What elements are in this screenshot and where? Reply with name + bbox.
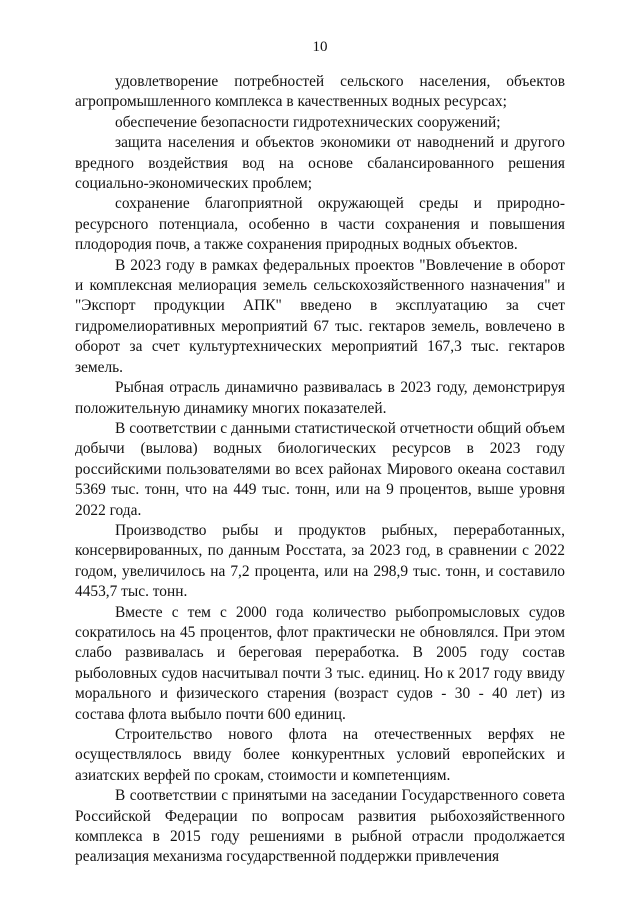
paragraph-fish-production: Производство рыбы и продуктов рыбных, переработанных, консервированных, по данным Росстата, за 2023 год, в сравнении с 2022 годом, увеличилось на 7,2 процента, или на 298,9 тыс. тонн, и составило 4453,7 тыс. тонн. bbox=[75, 521, 565, 601]
paragraph-water-needs: удовлетворение потребностей сельского населения, объектов агропромышленного комплекса в качественных водных ресурсах; bbox=[75, 73, 565, 111]
paragraph-state-council: В соответствии с принятыми на заседании Государственного совета Российской Федерации по вопросам развития рыбохозяйственного комплекса в 2015 году решениями в рыбной отрасли продолжается реализация механизма государственной поддержки привлечения bbox=[75, 787, 565, 866]
paragraph-fishing-industry: Рыбная отрасль динамично развивалась в 2023 году, демонстрируя положительную динамику многих показателей. bbox=[75, 379, 565, 417]
paragraph-hydro-safety: обеспечение безопасности гидротехнических сооружений; bbox=[115, 113, 501, 131]
paragraph-land-reclamation: В 2023 году в рамках федеральных проектов "Вовлечение в оборот и комплексная мелиорация земель сельскохозяйственного назначения" и "Экспорт продукции АПК" введено в эксплуатацию за счет гидромелиоративных мероприятий 67 тыс. гектаров земель, вовлечено в оборот за счет культуртехнических мероприятий 167,3 тыс. гектаров земель. bbox=[75, 256, 565, 376]
paragraph-shipbuilding: Строительство нового флота на отечественных верфях не осуществлялось ввиду более конкурентных условий европейских и азиатских верфей по срокам, стоимости и компетенциям. bbox=[75, 726, 565, 784]
document-body bbox=[75, 72, 565, 868]
paragraph-environment: сохранение благоприятной окружающей среды и природно-ресурсного потенциала, особенно в части сохранения и повышения плодородия почв, а также сохранения природных водных объектов. bbox=[75, 195, 565, 254]
page-number: 10 bbox=[312, 39, 328, 55]
paragraph-flood-protection: защита населения и объектов экономики от наводнений и другого вредного воздействия вод на основе сбалансированного решения социально-экономических проблем; bbox=[75, 134, 565, 193]
paragraph-catch-volume: В соответствии с данными статистической отчетности общий объем добычи (вылова) водных биологических ресурсов в 2023 году российскими пользователями во всех районах Мирового океана составил 5369 тыс. тонн, что на 449 тыс. тонн, или на 9 процентов, выше уровня 2022 года. bbox=[75, 419, 565, 519]
paragraph-fleet-decline: Вместе с тем с 2000 года количество рыбопромысловых судов сократилось на 45 процентов, флот практически не обновлялся. При этом слабо развивалась и береговая переработка. В 2005 году состав рыболовных судов насчитывал почти 3 тыс. единиц. Но к 2017 году ввиду морального и физического старения (возраст судов - 30 - 40 лет) из состава флота выбыло почти 600 единиц. bbox=[75, 603, 565, 723]
